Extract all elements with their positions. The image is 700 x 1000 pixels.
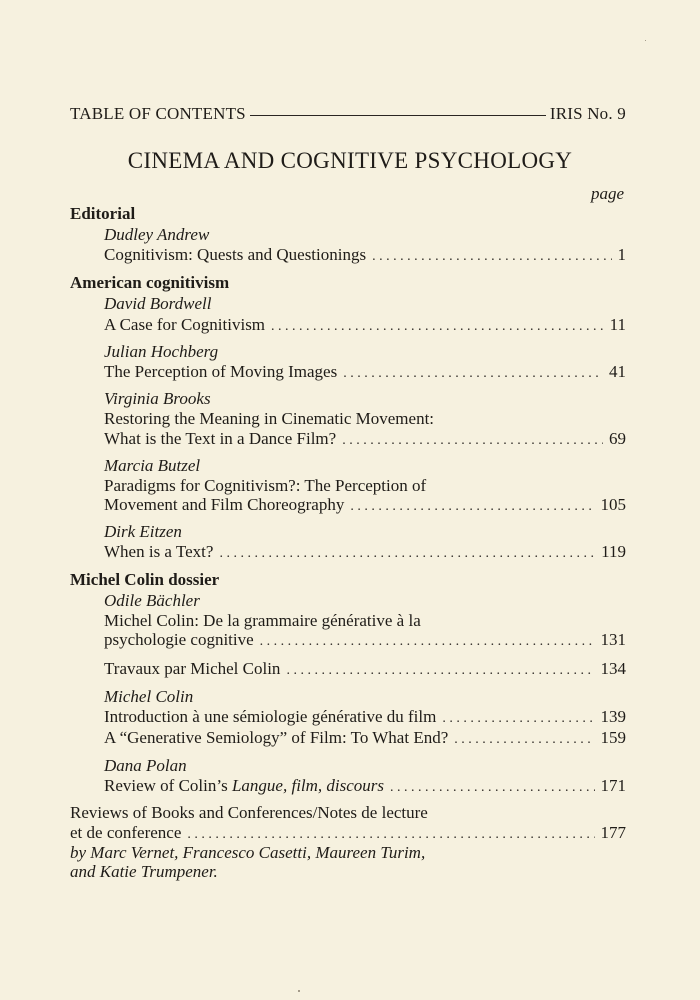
entry-title: Cognitivism: Quests and Questionings — [104, 245, 367, 264]
page-number: 1 — [617, 245, 626, 264]
dot-leader — [271, 319, 604, 335]
page-number: 69 — [609, 429, 626, 448]
author-name: Dudley Andrew — [104, 225, 210, 244]
entry-title — [104, 776, 384, 796]
entry-title: et de conference — [70, 823, 182, 842]
dot-leader — [442, 711, 594, 727]
running-header — [70, 104, 626, 124]
dot-leader — [260, 634, 595, 650]
dot-leader — [286, 663, 594, 679]
toc-entry[interactable] — [104, 707, 626, 727]
dot-leader — [187, 827, 594, 843]
toc-entry[interactable] — [104, 542, 626, 562]
toc-entry[interactable] — [104, 245, 626, 265]
header-left: TABLE OF CONTENTS — [70, 104, 246, 123]
toc-entry[interactable] — [70, 823, 626, 843]
author-name: Dana Polan — [104, 756, 187, 775]
page-number: 159 — [600, 728, 626, 747]
toc-entry[interactable] — [104, 776, 626, 796]
entry-title-prefix: Review of Colin’s — [104, 776, 232, 795]
toc-entry[interactable] — [104, 362, 626, 382]
reviewers-line: and Katie Trumpener. — [70, 862, 218, 881]
author-name: Odile Bächler — [104, 591, 200, 610]
page-number: 105 — [600, 495, 626, 514]
entry-title: A “Generative Semiology” of Film: To What End? — [104, 728, 449, 747]
page-number: 134 — [600, 659, 626, 678]
entry-title: Introduction à une sémiologie générative du film — [104, 707, 437, 726]
author-name: Julian Hochberg — [104, 342, 219, 361]
header-right: IRIS No. 9 — [549, 104, 626, 123]
dot-leader — [390, 780, 594, 796]
dot-leader — [342, 433, 603, 449]
author-name: Dirk Eitzen — [104, 522, 182, 541]
issue-title: CINEMA AND COGNITIVE PSYCHOLOGY — [127, 148, 573, 173]
header-rule — [250, 115, 546, 116]
entry-title: The Perception of Moving Images — [104, 362, 338, 381]
toc-entry[interactable] — [104, 728, 626, 748]
section-heading-colin: Michel Colin dossier — [70, 570, 220, 589]
paper-speck — [645, 40, 646, 41]
entry-title: When is a Text? — [104, 542, 214, 561]
toc-entry[interactable] — [104, 315, 626, 335]
author-name: Virginia Brooks — [104, 389, 211, 408]
page-number: 119 — [601, 542, 626, 561]
page-number: 171 — [600, 776, 626, 795]
toc-entry[interactable] — [104, 429, 626, 449]
dot-leader — [372, 249, 611, 265]
dot-leader — [454, 732, 594, 748]
author-name: Marcia Butzel — [104, 456, 201, 475]
entry-title-book: Langue, film, discours — [231, 776, 385, 795]
entry-title-line: Paradigms for Cognitivism?: The Perception of — [104, 476, 427, 495]
paper-speck — [298, 990, 300, 992]
section-heading-editorial: Editorial — [70, 204, 136, 223]
reviews-title-line: Reviews of Books and Conferences/Notes de lecture — [70, 803, 428, 822]
author-name: Michel Colin — [104, 687, 194, 706]
entry-title: psychologie cognitive — [104, 630, 254, 649]
dot-leader — [343, 366, 603, 382]
page-number: 139 — [600, 707, 626, 726]
page-number: 41 — [609, 362, 626, 381]
page-number: 131 — [600, 630, 626, 649]
entry-title-line: Michel Colin: De la grammaire générative à la — [104, 611, 421, 630]
page-number: 11 — [609, 315, 626, 334]
page-column-label: page — [590, 184, 624, 203]
toc-entry[interactable] — [104, 630, 626, 650]
entry-title: A Case for Cognitivism — [104, 315, 266, 334]
toc-entry[interactable] — [104, 495, 626, 515]
entry-title: Travaux par Michel Colin — [104, 659, 281, 678]
section-heading-american: American cognitivism — [70, 273, 230, 292]
reviewers-line: by Marc Vernet, Francesco Casetti, Maureen Turim, — [70, 843, 426, 862]
author-name: David Bordwell — [104, 294, 212, 313]
entry-title: What is the Text in a Dance Film? — [104, 429, 337, 448]
dot-leader — [350, 499, 594, 515]
page-number: 177 — [600, 823, 626, 842]
toc-entry[interactable] — [104, 659, 626, 679]
entry-title-line: Restoring the Meaning in Cinematic Movement: — [104, 409, 435, 428]
dot-leader — [219, 546, 595, 562]
entry-title: Movement and Film Choreography — [104, 495, 345, 514]
